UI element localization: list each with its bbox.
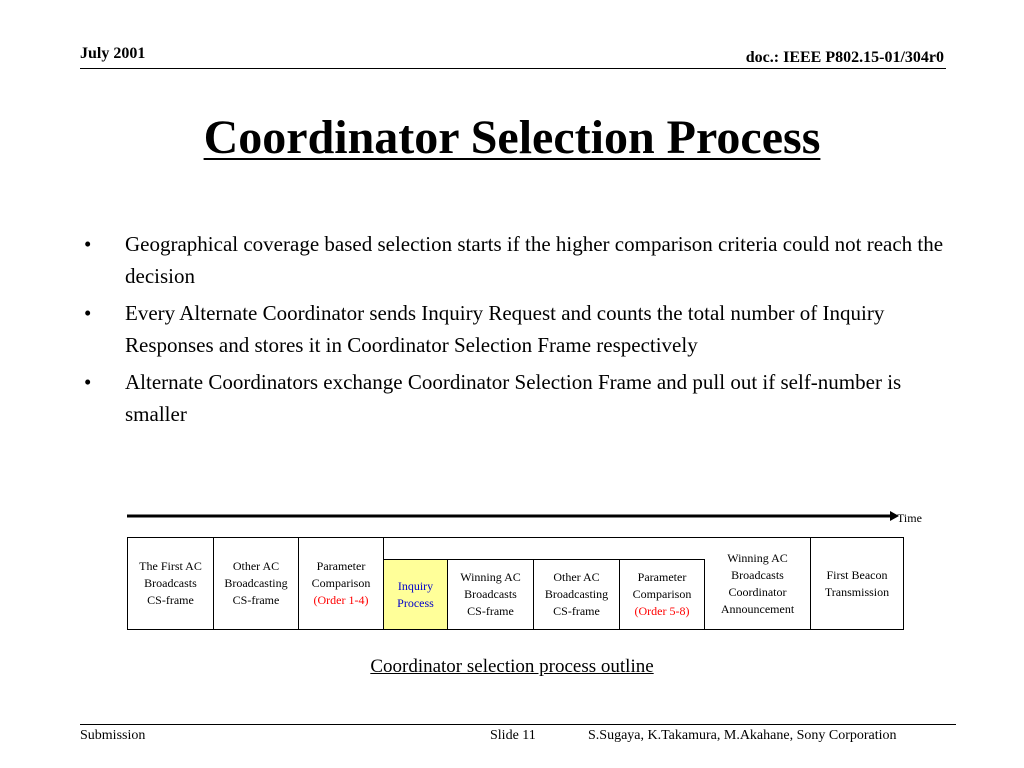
header-rule — [80, 68, 946, 69]
footer-authors: S.Sugaya, K.Takamura, M.Akahane, Sony Corporation — [588, 728, 897, 743]
footer-slide-number: Slide 11 — [490, 728, 536, 743]
bullet-glyph: • — [84, 232, 92, 256]
step-line: Inquiry — [397, 578, 434, 593]
step-line: Broadcasts — [144, 576, 197, 590]
step-line: The First AC — [139, 559, 202, 573]
diagram-caption-wrap — [0, 656, 1024, 678]
step-line: Process — [397, 595, 434, 610]
bullet-glyph: • — [84, 370, 92, 394]
step-line: Parameter — [316, 559, 366, 573]
step-parameter-comparison-2 — [620, 559, 705, 629]
slide-title: Coordinator Selection Process — [203, 111, 821, 164]
step-line: Broadcasting — [224, 576, 288, 590]
diagram-caption: Coordinator selection process outline — [370, 656, 654, 677]
step-line: Parameter — [637, 570, 687, 584]
step-line: Other AC — [232, 559, 280, 573]
step-line: First Beacon — [826, 567, 888, 582]
step-line: Winning AC — [460, 570, 521, 584]
step-inquiry-process — [384, 559, 448, 629]
step-line: Announcement — [720, 601, 795, 616]
step-line: CS-frame — [147, 593, 194, 607]
bullet-text: Alternate Coordinators exchange Coordinator Selection Frame and pull out if self-number is smaller — [125, 370, 902, 426]
step-line: Transmission — [824, 584, 890, 599]
step-line: Other AC — [553, 570, 600, 584]
time-arrow — [0, 505, 1024, 535]
bullet-item — [84, 297, 944, 361]
header-date: July 2001 — [80, 45, 146, 62]
step-line: Broadcasts — [464, 587, 517, 601]
step-line: CS-frame — [232, 593, 280, 607]
step-first-beacon-transmission — [811, 538, 903, 629]
bullet-item — [84, 228, 944, 292]
footer-submission: Submission — [80, 728, 146, 743]
step-line: Coordinator — [728, 584, 787, 599]
step-parameter-comparison-1 — [299, 538, 384, 629]
process-diagram — [127, 537, 904, 630]
step-winning-ac-announcement — [705, 538, 811, 629]
footer-rule — [80, 724, 956, 725]
step-order-note: (Order 5-8) — [634, 604, 690, 618]
step-line: Winning AC — [727, 550, 788, 565]
step-line: Comparison — [632, 587, 692, 601]
step-other-ac-broadcasting-1 — [214, 538, 299, 629]
bullet-list — [84, 228, 944, 435]
bullet-text: Geographical coverage based selection starts if the higher comparison criteria could not reach the decision — [125, 232, 944, 288]
bullet-text: Every Alternate Coordinator sends Inquiry Request and counts the total number of Inquiry Responses and stores it in Coordinator Selection Frame respectively — [125, 301, 885, 357]
slide-title-wrap — [0, 108, 1024, 168]
step-other-ac-broadcasting-2 — [534, 559, 620, 629]
step-line: Broadcasting — [544, 587, 609, 601]
bullet-item — [84, 366, 944, 430]
step-winning-ac-broadcasts — [448, 559, 534, 629]
step-line: Comparison — [311, 576, 371, 590]
header-doc-id: doc.: IEEE P802.15-01/304r0 — [745, 49, 944, 66]
step-line: Broadcasts — [731, 567, 784, 582]
step-order-note: (Order 1-4) — [313, 593, 369, 607]
step-first-ac-broadcasts — [128, 538, 214, 629]
bullet-glyph: • — [84, 301, 92, 325]
step-line: CS-frame — [553, 604, 600, 618]
time-label: Time — [897, 511, 922, 525]
step-line: CS-frame — [467, 604, 514, 618]
